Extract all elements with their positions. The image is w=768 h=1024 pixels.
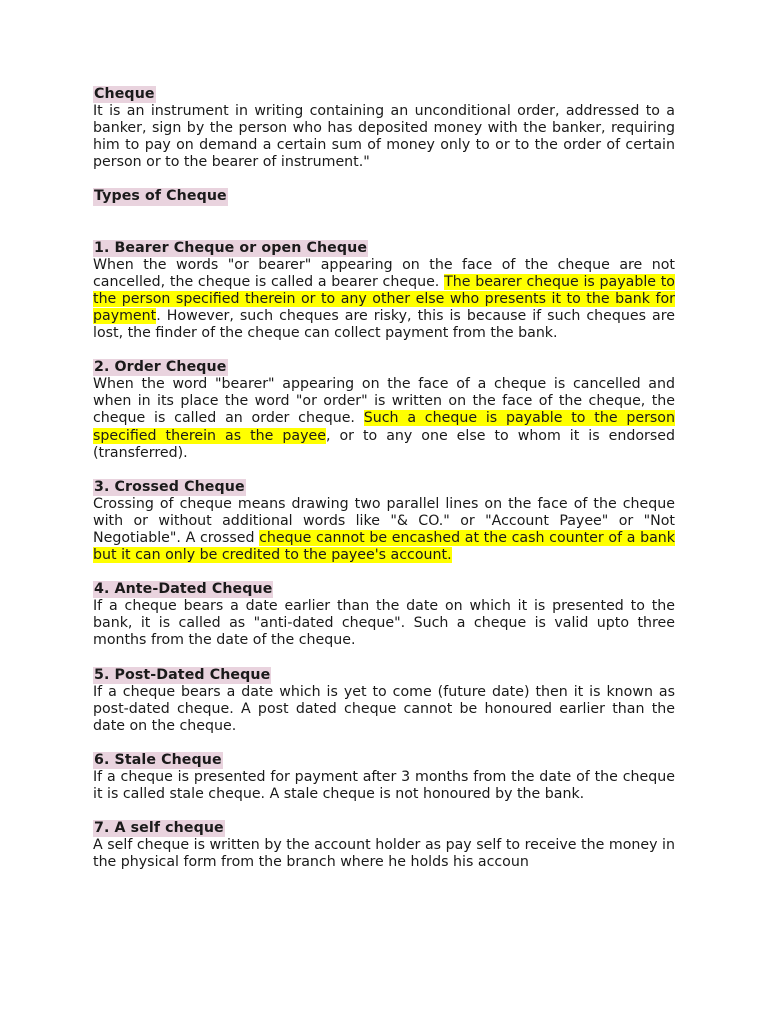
section-body [93, 376, 675, 461]
section-body: If a cheque bears a date earlier than the date on which it is presented to the bank, it is called as "anti-dated cheque". Such a cheque is valid upto three months from the date of the cheque. [93, 598, 675, 649]
section-title: 1. Bearer Cheque or open Cheque [94, 239, 368, 256]
spacer [93, 206, 675, 223]
section-title: 7. A self cheque [94, 820, 224, 837]
section-title: 2. Order Cheque [94, 359, 227, 376]
body-text: When the words "or bearer" appearing on the face of the cheque are not cancelled, the cheque is called a bearer cheque. [93, 256, 675, 290]
body-text: When the word "bearer" appearing on the face of a cheque is cancelled and when in its place the word "or order" is written on the face of the cheque, the cheque is called an order cheque. [93, 376, 675, 427]
section-self-cheque [93, 820, 675, 871]
section-body: If a cheque is presented for payment after 3 months from the date of the cheque it is called stale cheque. A stale cheque is not honoured by the bank. [93, 769, 675, 803]
section-ante-dated-cheque [93, 581, 675, 649]
body-text: , or to any one else to whom it is endorsed (transferred). [93, 427, 676, 461]
section-title: 3. Crossed Cheque [94, 478, 245, 495]
section-order-cheque [93, 359, 675, 462]
section-title: 5. Post-Dated Cheque [94, 666, 271, 683]
intro-body: It is an instrument in writing containing an unconditional order, addressed to a banker, sign by the person who has deposited money with the banker, requiring him to pay on demand a certain sum of money only to or to the order of certain person or to the bearer of instrument." [93, 103, 675, 171]
section-post-dated-cheque [93, 667, 675, 735]
spacer [93, 223, 675, 240]
section-body [93, 257, 675, 342]
section-stale-cheque [93, 752, 675, 803]
section-crossed-cheque [93, 479, 675, 564]
document-page [93, 86, 675, 888]
section-bearer-cheque [93, 240, 675, 343]
intro-title: Cheque [94, 86, 155, 102]
body-text: Crossing of cheque means drawing two parallel lines on the face of the cheque with or without additional words like "& CO." or "Account Payee" or "Not Negotiable". A crossed [93, 495, 675, 546]
types-heading: Types of Cheque [94, 188, 227, 205]
highlighted-text: cheque cannot be encashed at the cash counter of a bank but it can only be credited to the payee's account. [93, 529, 675, 564]
section-body: A self cheque is written by the account holder as pay self to receive the money in the physical form from the branch where he holds his accoun [93, 837, 675, 871]
highlighted-text: Such a cheque is payable to the person specified therein as the payee [93, 410, 675, 444]
highlighted-text: The bearer cheque is payable to the person specified therein or to any other else who presents it to the bank for payment [93, 273, 675, 324]
section-body [93, 496, 675, 564]
section-title: 4. Ante-Dated Cheque [94, 581, 273, 598]
intro-section [93, 86, 675, 171]
section-body: If a cheque bears a date which is yet to come (future date) then it is known as post-dated cheque. A post dated cheque cannot be honoured earlier than the date on the cheque. [93, 683, 675, 734]
body-text: . However, such cheques are risky, this is because if such cheques are lost, the finder of the cheque can collect payment from the bank. [93, 307, 675, 342]
types-heading-row [93, 188, 675, 205]
section-title: 6. Stale Cheque [94, 751, 222, 768]
